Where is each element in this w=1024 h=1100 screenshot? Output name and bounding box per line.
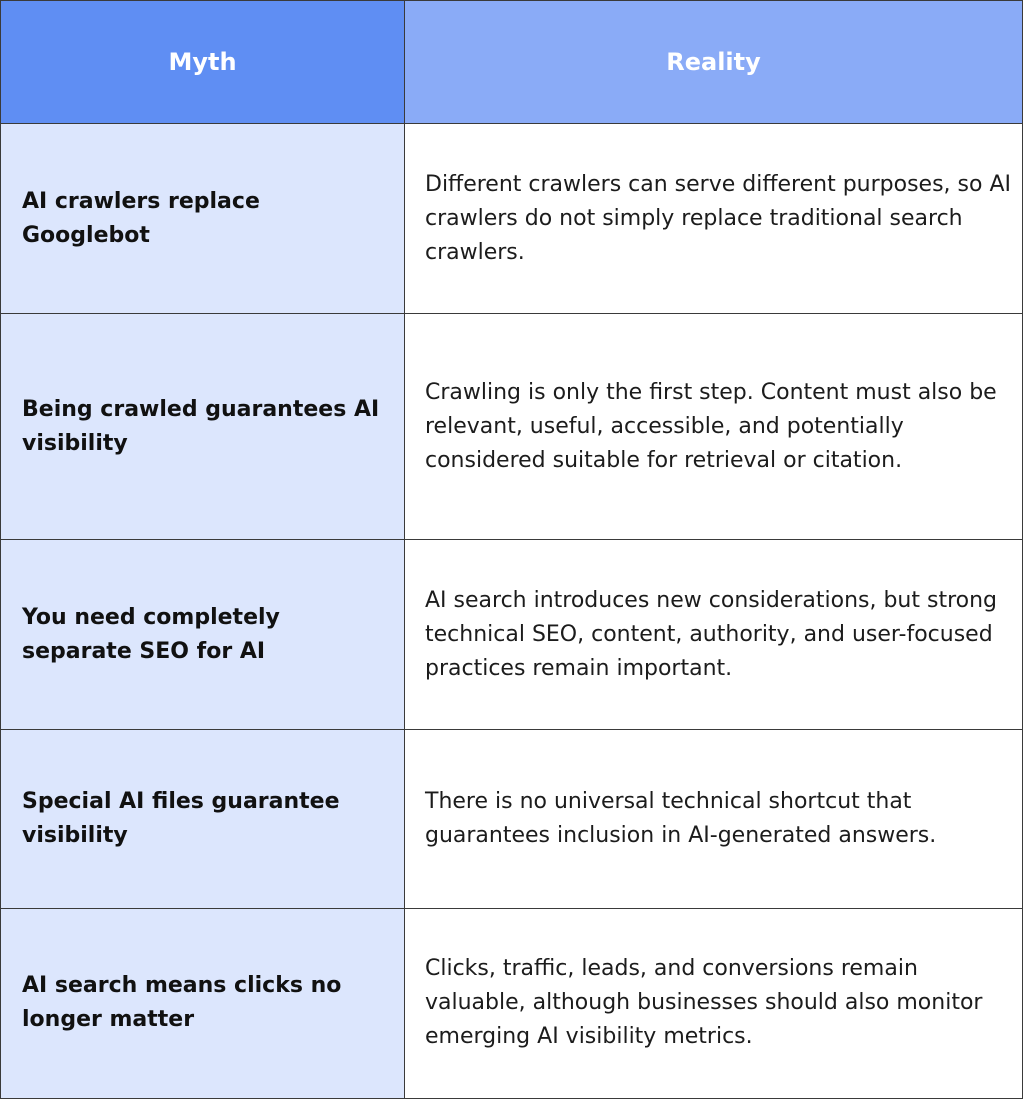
table-row bbox=[1, 314, 1023, 539]
header-myth: Myth bbox=[1, 1, 405, 124]
table-row bbox=[1, 539, 1023, 729]
myth-cell: Being crawled guarantees AI visibility bbox=[1, 314, 405, 539]
table-row bbox=[1, 908, 1023, 1098]
header-reality: Reality bbox=[405, 1, 1023, 124]
reality-cell: Different crawlers can serve different purposes, so AI crawlers do not simply replace traditional search crawlers. bbox=[405, 124, 1023, 314]
myth-cell: AI crawlers replace Googlebot bbox=[1, 124, 405, 314]
table-header-row bbox=[1, 1, 1023, 124]
myth-cell: You need completely separate SEO for AI bbox=[1, 539, 405, 729]
reality-cell: Clicks, traffic, leads, and conversions remain valuable, although businesses should also monitor emerging AI visibility metrics. bbox=[405, 908, 1023, 1098]
myth-cell: Special AI files guarantee visibility bbox=[1, 730, 405, 908]
reality-cell: There is no universal technical shortcut that guarantees inclusion in AI-generated answers. bbox=[405, 730, 1023, 908]
table-row bbox=[1, 730, 1023, 908]
table-row bbox=[1, 124, 1023, 314]
reality-cell: AI search introduces new considerations, but strong technical SEO, content, authority, and user-focused practices remain important. bbox=[405, 539, 1023, 729]
myth-cell: AI search means clicks no longer matter bbox=[1, 908, 405, 1098]
reality-cell: Crawling is only the first step. Content must also be relevant, useful, accessible, and potentially considered suitable for retrieval or citation. bbox=[405, 314, 1023, 539]
